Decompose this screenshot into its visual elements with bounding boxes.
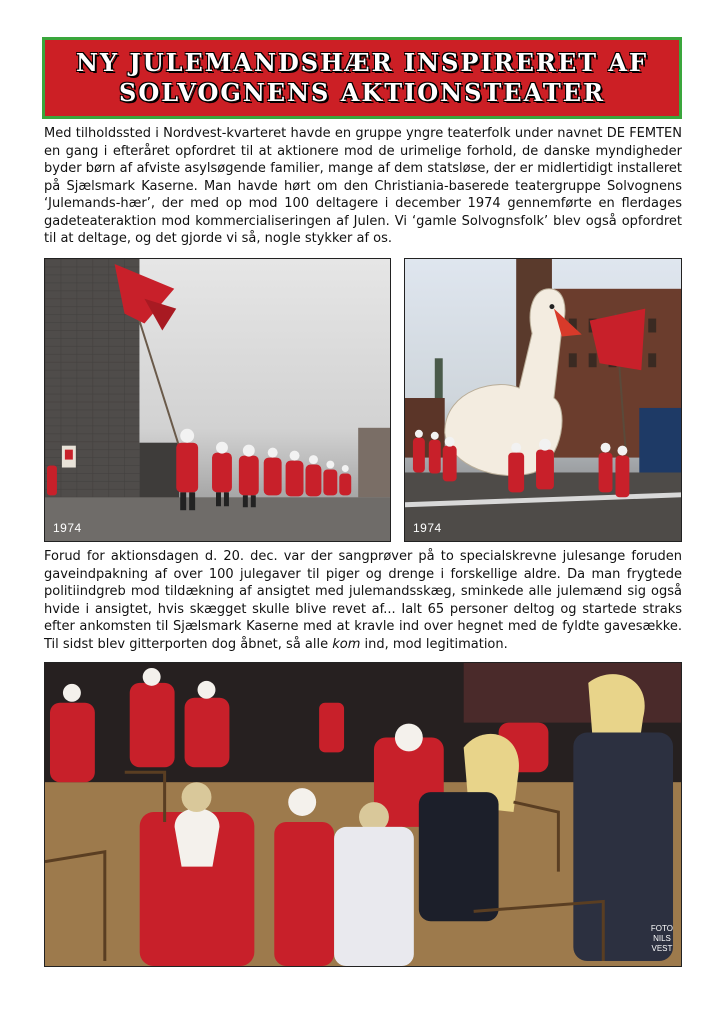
body-paragraph: [44, 548, 682, 653]
photo-goose-parade: [404, 258, 682, 542]
goose-parade-illustration: [405, 259, 681, 541]
santa-march-illustration: [45, 259, 390, 541]
photo-year-caption: 1974: [53, 521, 82, 535]
headline-line-1: NY JULEMANDSHÆR INSPIRERET AF: [75, 48, 649, 77]
santa-makeup-illustration: [45, 663, 681, 966]
body-paragraph-text: Forud for aktionsdagen d. 20. dec. var der sangprøver på to specialskrevne julesange foruden gaveindpakning af over 100 julegaver til piger og drenge i forskellige aldre. Da man frygtede politiindgreb mod tildækning af ansigtet med julemandsskæg, sminkede alle julemænd sig også hvide i ansigtet, hvis skægget skulle blive revet af... Ialt 65 personer deltog og startede straks efter ankomsten til Sjælsmark Kaserne med at kravle ind over hegnet med de fyldte gavesække. Til sidst blev gitterporten dog åbnet, så alle: [44, 549, 682, 652]
photo-credit-line: VEST: [651, 944, 673, 953]
headline-banner: [42, 37, 682, 119]
photo-year-caption: 1974: [413, 521, 442, 535]
photo-santa-march: [44, 258, 391, 542]
photo-credit-line: FOTO: [650, 924, 673, 933]
body-paragraph-emphasis: kom: [332, 636, 361, 652]
photo-santa-makeup: [44, 662, 682, 967]
body-paragraph-ending: ind, mod legitimation.: [360, 636, 508, 652]
intro-paragraph: Med tilholdssted i Nordvest-kvarteret havde en gruppe yngre teaterfolk under navnet DE FEMTEN en gang i efteråret opfordret til at aktionere mod de urimelige forhold, de danske myndigheder byder børn af afviste asylsøgende familier, mange af dem statsløse, der er midlertidigt installeret på Sjælsmark Kaserne. Man havde hørt om den Christiania-baserede teatergruppe Solvognens ‘Julemands-hær’, der med op mod 100 deltagere i december 1974 gennemførte en flerdages gadeteateraktion mod kommercialiseringen af Julen. Vi ‘gamle Solvognsfolk’ blev også opfordret til at deltage, og det gjorde vi så, nogle stykker af os.: [44, 126, 682, 246]
photo-credit: [651, 924, 673, 954]
headline-line-2: SOLVOGNENS AKTIONSTEATER: [118, 78, 606, 107]
photo-credit-line: NILS: [653, 934, 671, 943]
